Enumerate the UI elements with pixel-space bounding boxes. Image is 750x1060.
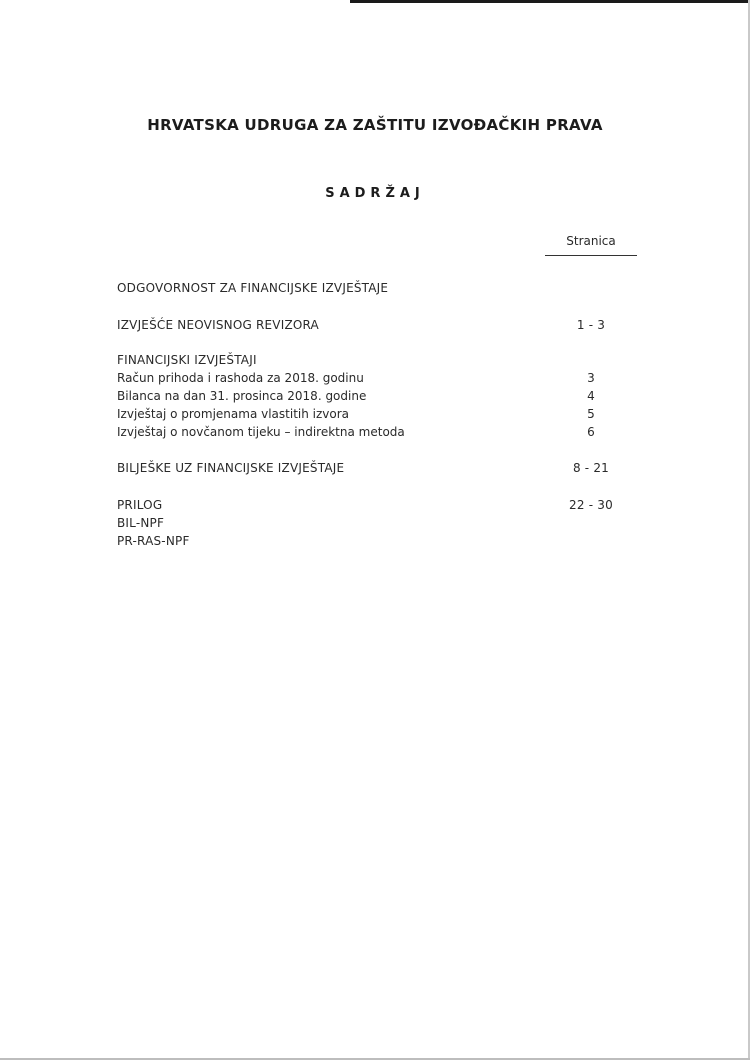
toc-entry-label: Račun prihoda i rashoda za 2018. godinu	[117, 371, 364, 385]
toc-entry-page: 5	[587, 407, 595, 421]
toc-entry-financial-statements	[117, 351, 637, 369]
toc-entry-page: 3	[587, 371, 595, 385]
toc-entry-label: IZVJEŠĆE NEOVISNOG REVIZORA	[117, 318, 319, 332]
page-column-header: Stranica	[566, 234, 616, 248]
toc-entry-auditor-report	[117, 316, 637, 334]
toc-entry-page: 22 - 30	[569, 498, 613, 512]
toc-entry-responsibility	[117, 279, 637, 297]
toc-entry-label: ODGOVORNOST ZA FINANCIJSKE IZVJEŠTAJE	[117, 281, 389, 295]
toc-entry-page: 4	[587, 389, 595, 403]
toc-entry-label: FINANCIJSKI IZVJEŠTAJI	[117, 353, 257, 367]
toc-entry-pr-ras-npf	[117, 532, 637, 550]
toc-entry-label: Izvještaj o novčanom tijeku – indirektna metoda	[117, 425, 405, 439]
toc-entry-page: 6	[587, 425, 595, 439]
toc-entry-page: 1 - 3	[576, 318, 606, 332]
toc-entry-label: BIL-NPF	[117, 516, 165, 530]
toc-entry-notes	[117, 459, 637, 477]
toc-entry-label: Izvještaj o promjenama vlastitih izvora	[117, 407, 350, 421]
toc-entry-bil-npf	[117, 514, 637, 532]
toc-entry-label: BILJEŠKE UZ FINANCIJSKE IZVJEŠTAJE	[117, 461, 345, 475]
scan-edge-top	[350, 0, 750, 3]
toc-heading: SADRŽAJ	[325, 186, 425, 201]
toc-entry-label: Bilanca na dan 31. prosinca 2018. godine	[117, 389, 367, 403]
toc-entry-page: 8 - 21	[572, 461, 610, 475]
page-column-rule	[545, 255, 637, 256]
toc-entry-balance-sheet	[117, 387, 637, 405]
toc-entry-changes-in-equity	[117, 405, 637, 423]
toc-entry-cash-flow	[117, 423, 637, 441]
toc-entry-label: PRILOG	[117, 498, 163, 512]
toc-entry-appendix	[117, 496, 637, 514]
organization-title: HRVATSKA UDRUGA ZA ZAŠTITU IZVOĐAČKIH PRAVA	[147, 116, 603, 134]
toc-entry-income-statement	[117, 369, 637, 387]
toc-entry-label: PR-RAS-NPF	[117, 534, 190, 548]
